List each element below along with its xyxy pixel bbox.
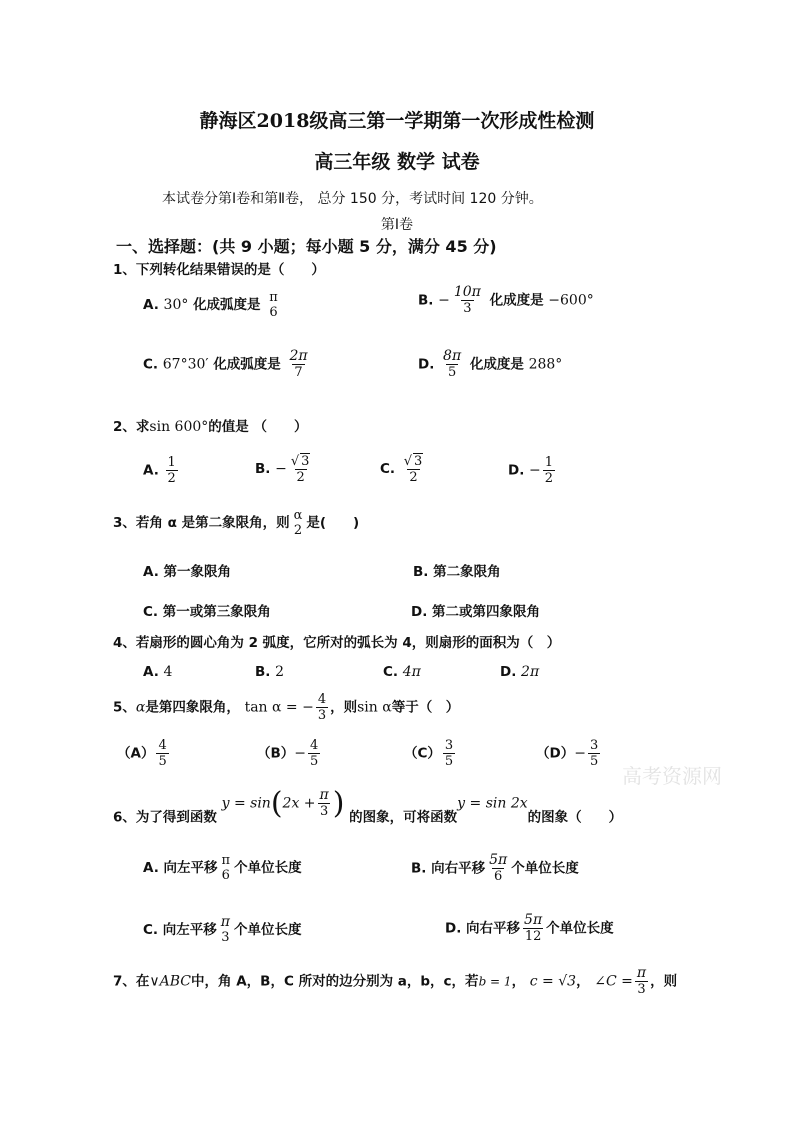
fraction xyxy=(635,966,648,997)
option-label: A. xyxy=(143,297,159,313)
denominator: 6 xyxy=(269,305,278,320)
numerator: π xyxy=(220,914,230,930)
question-5-stem xyxy=(113,692,459,723)
numerator: 8π xyxy=(443,348,462,364)
q3-option-b: B. 第二象限角 xyxy=(413,564,501,580)
denominator: 3 xyxy=(637,982,646,997)
stem-text: 2、求 xyxy=(113,419,150,435)
q5-option-b xyxy=(257,738,322,769)
numerator: 4 xyxy=(158,738,167,753)
math-symbol: α xyxy=(135,699,146,716)
option-value: 2 xyxy=(275,664,285,680)
radicand: 3 xyxy=(301,454,310,469)
q1-option-a xyxy=(143,290,282,320)
minus-sign: − xyxy=(529,462,541,479)
denominator: 7 xyxy=(294,365,303,380)
option-text: 化成弧度是 xyxy=(193,297,261,313)
denominator: 5 xyxy=(444,754,454,769)
option-value: 2π xyxy=(521,664,540,680)
option-label: B. xyxy=(255,664,271,680)
option-value: 4π xyxy=(402,664,421,680)
stem-text: ，则 xyxy=(330,699,358,716)
q6-option-d xyxy=(445,913,614,944)
option-label: A. xyxy=(143,664,159,680)
option-label: D. xyxy=(418,356,435,373)
numerator: π xyxy=(269,290,278,305)
stem-text: 的图象，可将函数 xyxy=(349,809,458,826)
exam-title: 静海区2018级高三第一学期第一次形成性检测 xyxy=(199,110,595,132)
numerator: π xyxy=(319,787,329,803)
denominator: 3 xyxy=(221,930,230,945)
stem-text: ，则 xyxy=(650,973,678,990)
option-text: 个单位长度 xyxy=(233,922,302,938)
denominator: 5 xyxy=(589,754,599,769)
fraction: $\frac{√ 3}{2}$ xyxy=(290,454,310,485)
q5-option-a xyxy=(117,738,171,769)
numerator: π xyxy=(221,853,231,868)
left-paren: ( xyxy=(270,786,283,821)
math-expression: sin α xyxy=(357,699,392,716)
option-value: 67°30′ xyxy=(162,356,209,373)
option-text: 化成度是 xyxy=(489,292,544,309)
numerator: 3 xyxy=(444,738,454,753)
denominator: 12 xyxy=(524,929,542,944)
option-label: A. xyxy=(143,462,159,479)
question-3-stem xyxy=(113,508,359,538)
question-2-stem xyxy=(113,415,307,435)
option-label: C. 向左平移 xyxy=(143,922,217,938)
fraction xyxy=(166,455,178,486)
question-6-stem xyxy=(113,786,622,826)
numerator: α xyxy=(293,508,303,523)
fraction xyxy=(292,508,305,538)
denominator: 2 xyxy=(293,523,303,538)
option-label: B. xyxy=(418,292,434,309)
fraction xyxy=(487,853,509,884)
fraction xyxy=(588,738,600,769)
option-label: C. xyxy=(383,664,399,680)
radicand: 3 xyxy=(414,454,423,469)
stem-text: 中，角 A，B，C 所对的边分别为 a，b，c，若 xyxy=(191,973,479,990)
part-label: 第Ⅰ卷 xyxy=(380,217,414,233)
exam-subtitle: 高三年级 数学 试卷 xyxy=(314,151,480,173)
denominator: 3 xyxy=(317,708,327,723)
denominator: 2 xyxy=(167,471,176,486)
stem-text: 等于（ ） xyxy=(391,699,460,716)
q4-option-c xyxy=(383,664,421,680)
question-1-stem: 1、下列转化结果错误的是（ ） xyxy=(113,262,325,278)
option-text: 个单位长度 xyxy=(546,920,614,937)
q1-option-b xyxy=(418,285,594,316)
numerator: 1 xyxy=(544,455,554,470)
section-heading: 一、选择题：(共 9 小题；每小题 5 分，满分 45 分) xyxy=(116,237,497,256)
triangle-symbol: ∨ABC xyxy=(149,973,192,990)
q6-option-c xyxy=(143,915,301,945)
q3-option-c: C. 第一或第三象限角 xyxy=(143,604,271,620)
option-text: 个单位长度 xyxy=(511,860,579,877)
numerator: 5π xyxy=(489,852,508,868)
exam-instructions: 本试卷分第Ⅰ卷和第Ⅱ卷， 总分 150 分，考试时间 120 分钟。 xyxy=(162,191,543,207)
q1-option-c xyxy=(143,349,312,380)
denominator: 5 xyxy=(158,754,167,769)
q1-option-d xyxy=(418,349,562,380)
numerator: 2π xyxy=(289,348,308,364)
math-expression: sin 600° xyxy=(149,419,209,435)
numerator: 3 xyxy=(589,738,599,753)
math-expression: 2x + xyxy=(282,795,316,812)
option-label: C. xyxy=(380,461,396,477)
option-label: C. xyxy=(143,356,159,373)
minus-sign: − xyxy=(574,745,586,762)
minus-sign: − xyxy=(275,461,287,477)
stem-text: 5、 xyxy=(113,699,136,716)
numerator: π xyxy=(636,965,647,981)
option-value: 288° xyxy=(528,356,563,373)
right-paren: ) xyxy=(332,786,345,821)
fraction xyxy=(220,853,233,883)
q4-option-d xyxy=(500,664,539,680)
option-label: B. xyxy=(255,461,271,477)
stem-text: 3、若角 α 是第二象限角，则 xyxy=(113,515,290,531)
q2-option-d xyxy=(508,455,557,486)
option-label: D. xyxy=(500,664,517,680)
math-expression: c = √3 xyxy=(529,973,577,990)
option-value: 30° xyxy=(163,297,189,313)
denominator: 5 xyxy=(310,754,319,769)
numerator: 4 xyxy=(317,692,327,707)
numerator: 5π xyxy=(524,912,543,928)
option-label: （B） xyxy=(257,745,295,762)
fraction xyxy=(543,455,555,486)
math-expression: tan α = − xyxy=(244,699,314,716)
stem-text: 的图象（ ） xyxy=(527,809,623,826)
q5-option-d xyxy=(536,738,602,769)
fraction xyxy=(219,915,232,945)
q2-option-b xyxy=(255,453,314,485)
math-expression: y = sin 2x xyxy=(457,795,528,812)
stem-text: 是( ) xyxy=(306,515,360,531)
fraction xyxy=(287,349,309,380)
denominator: 6 xyxy=(221,868,230,883)
q2-option-a xyxy=(143,455,180,486)
watermark: 高考资源网 xyxy=(622,764,722,788)
minus-sign: − xyxy=(438,292,450,309)
q5-option-c xyxy=(404,738,457,769)
option-text: 个单位长度 xyxy=(234,860,302,876)
fraction xyxy=(441,349,463,380)
q2-option-c xyxy=(380,453,427,485)
stem-text: 的值是 （ ） xyxy=(208,419,308,435)
option-value: −600° xyxy=(548,292,594,309)
fraction xyxy=(156,738,168,769)
option-label: （A） xyxy=(117,745,155,762)
fraction xyxy=(443,738,455,769)
q4-option-a xyxy=(143,664,172,680)
fraction xyxy=(267,290,280,320)
fraction xyxy=(318,788,331,819)
question-7-stem: 7、在∨ABC中，角 A，B，C 所对的边分别为 a，b，c，若b = 1， c = √3， ∠C = $\frac{\pi}{3}$ ，则 xyxy=(113,965,678,997)
q3-option-a: A. 第一象限角 xyxy=(143,564,232,580)
option-label: D. 向右平移 xyxy=(445,920,521,937)
q6-option-a xyxy=(143,853,302,883)
fraction: $\frac{√ 3}{2}$ xyxy=(403,454,423,485)
q3-option-d: D. 第二或第四象限角 xyxy=(411,604,541,620)
stem-text: 是第四象限角， xyxy=(145,699,240,716)
denominator: 3 xyxy=(463,301,472,316)
fraction xyxy=(522,913,544,944)
denominator: 5 xyxy=(447,365,457,380)
option-value: 4 xyxy=(163,664,173,680)
q4-option-b xyxy=(255,664,284,680)
denominator: 6 xyxy=(494,869,503,884)
option-label: A. 向左平移 xyxy=(143,860,218,876)
fraction xyxy=(316,692,328,723)
fraction xyxy=(452,285,483,316)
option-label: （C） xyxy=(404,745,441,762)
denominator: 2 xyxy=(544,471,554,486)
stem-text: 7、在 xyxy=(113,973,150,990)
minus-sign: − xyxy=(294,745,307,762)
option-label: B. 向右平移 xyxy=(411,860,486,877)
stem-text: 6、为了得到函数 xyxy=(113,809,217,826)
denominator: 3 xyxy=(319,804,329,819)
denominator: 2 xyxy=(296,470,305,485)
math-expression: b = 1 xyxy=(478,974,512,989)
numerator: 1 xyxy=(167,455,176,470)
q6-option-b xyxy=(411,853,579,884)
option-text: 化成度是 xyxy=(469,356,524,373)
option-label: （D） xyxy=(536,745,575,762)
math-expression: y = sin xyxy=(221,795,271,812)
numerator: 4 xyxy=(310,738,319,753)
math-expression: ∠C = xyxy=(594,973,633,990)
denominator: 2 xyxy=(409,470,418,485)
question-4-stem: 4、若扇形的圆心角为 2 弧度，它所对的弧长为 4，则扇形的面积为（ ） xyxy=(113,635,561,651)
option-text: 化成弧度是 xyxy=(213,356,281,373)
fraction xyxy=(308,738,320,769)
numerator: 10π xyxy=(453,284,481,300)
option-label: D. xyxy=(508,462,525,479)
